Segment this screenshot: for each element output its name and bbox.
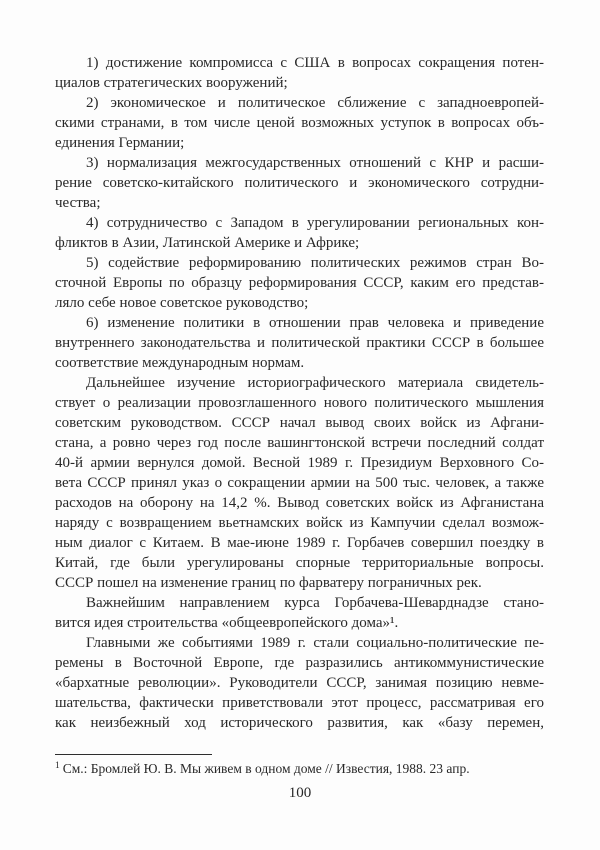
text-line: Важнейшим направлением курса Горбачева-Шеварднадзе стано- bbox=[86, 595, 544, 611]
text-line: чества; bbox=[55, 195, 101, 211]
text-line: Дальнейшее изучение историографического материала свидетель- bbox=[86, 375, 544, 391]
text-line: 1) достижение компромисса с США в вопросах сокращения потен- bbox=[86, 55, 544, 71]
text-line: единения Германии; bbox=[55, 135, 185, 151]
text-line: Китай, где были урегулированы спорные территориальные вопросы. bbox=[55, 555, 544, 571]
text-line: 4) сотрудничество с Западом в урегулировании региональных кон- bbox=[86, 215, 544, 231]
text-line: стана, а ровно через год после вашингтонской встречи последний солдат bbox=[55, 435, 544, 451]
body-text bbox=[55, 53, 544, 733]
text-line: вится идея строительства «общеевропейского дома»¹. bbox=[55, 615, 399, 631]
text-line: внутреннего законодательства и политической практики СССР в большее bbox=[55, 335, 544, 351]
page-number: 100 bbox=[288, 785, 312, 801]
text-line: рение советско-китайского политического и экономического сотрудни- bbox=[55, 175, 544, 191]
text-line: соответствие международным нормам. bbox=[55, 355, 305, 371]
footnote-separator bbox=[55, 754, 212, 755]
text-line: ным диалог с Китаем. В мае-июне 1989 г. Горбачев совершил поездку в bbox=[55, 535, 544, 551]
footnote-marker: 1 bbox=[55, 760, 60, 771]
text-line: советским руководством. СССР начал вывод своих войск из Афгани- bbox=[55, 415, 544, 431]
text-line: «бархатные революции». Руководители СССР, занимая позицию невме- bbox=[55, 675, 544, 691]
text-line: циалов стратегических вооружений; bbox=[55, 75, 288, 91]
text-line: скими странами, в том числе ценой возможных уступок в вопросах объ- bbox=[55, 115, 544, 131]
text-line: вета СССР принял указ о сокращении армии на 500 тыс. человек, а также bbox=[55, 475, 544, 491]
text-line: расходов на оборону на 14,2 %. Вывод советских войск из Афганистана bbox=[55, 495, 544, 511]
text-line: СССР пошел на изменение границ по фарватеру пограничных рек. bbox=[55, 575, 482, 591]
footnote bbox=[55, 760, 544, 778]
text-line: Главными же событиями 1989 г. стали социально-политические пе- bbox=[86, 635, 544, 651]
text-line: 40-й армии вернулся домой. Весной 1989 г. Президиум Верховного Со- bbox=[55, 455, 544, 471]
text-line: 3) нормализация межгосударственных отношений с КНР и расши- bbox=[86, 155, 544, 171]
text-line: 6) изменение политики в отношении прав человека и приведение bbox=[86, 315, 544, 331]
text-line: ствует о реализации провозглашенного нового политического мышления bbox=[55, 395, 544, 411]
text-line: сточной Европы по образцу реформирования СССР, каким его представ- bbox=[55, 275, 544, 291]
text-line: 2) экономическое и политическое сближение с западноевропей- bbox=[86, 95, 544, 111]
text-line: фликтов в Азии, Латинской Америке и Африке; bbox=[55, 235, 360, 251]
text-line: шательства, фактически приветствовали этот процесс, рассматривая его bbox=[55, 695, 544, 711]
footnote-text: См.: Бромлей Ю. В. Мы живем в одном доме // Известия, 1988. 23 апр. bbox=[62, 761, 470, 776]
text-line: ляло себе новое советское руководство; bbox=[55, 295, 309, 311]
text-line: 5) содействие реформированию политических режимов стран Во- bbox=[86, 255, 544, 271]
text-line: наряду с возвращением вьетнамских войск из Кампучии сделал возмож- bbox=[55, 515, 544, 531]
text-line: ремены в Восточной Европе, где разразились антикоммунистические bbox=[55, 655, 544, 671]
text-line: как неизбежный ход исторического развития, как «базу перемен, bbox=[55, 715, 544, 731]
